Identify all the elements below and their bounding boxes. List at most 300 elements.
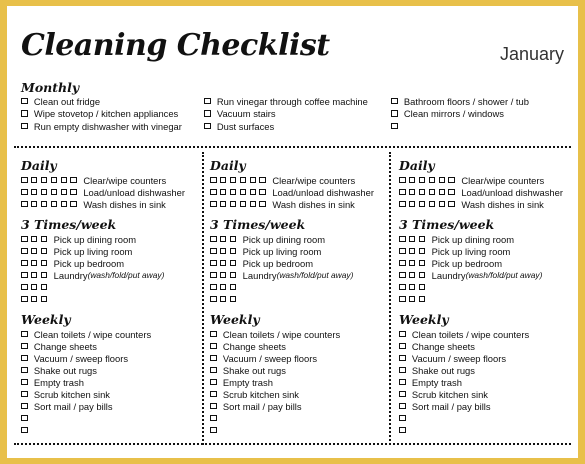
weekly-item (399, 424, 412, 436)
weekly-item (21, 376, 84, 388)
checkbox[interactable] (439, 189, 446, 196)
checkbox[interactable] (409, 248, 416, 255)
checkbox[interactable] (31, 272, 38, 279)
task-label: Shake out rugs (411, 364, 475, 376)
checkbox[interactable] (21, 331, 28, 338)
task-label: Wash dishes in sink (272, 198, 355, 210)
checkbox-group (399, 248, 429, 255)
weekly-item (210, 340, 286, 352)
checkbox[interactable] (61, 177, 68, 184)
checkbox[interactable] (21, 343, 28, 350)
checkbox[interactable] (259, 189, 266, 196)
three-times-heading: 3 Times/week (21, 217, 117, 232)
column-divider-1 (202, 152, 204, 445)
three-times-item (21, 281, 54, 293)
checkbox-group (399, 189, 458, 196)
checkbox-group (21, 123, 31, 130)
checkbox[interactable] (210, 427, 217, 434)
checkbox[interactable] (448, 177, 455, 184)
checkbox[interactable] (210, 403, 217, 410)
task-label: Pick up bedroom (242, 257, 314, 269)
checkbox[interactable] (409, 177, 416, 184)
checkbox-group (391, 98, 401, 105)
checkbox-group (210, 403, 220, 410)
checkbox-group (399, 379, 409, 386)
checkbox-group (210, 379, 220, 386)
checkbox[interactable] (210, 189, 217, 196)
weekly-item (21, 364, 97, 376)
checkbox-group (21, 236, 51, 243)
checkbox-group (21, 343, 31, 350)
checkbox[interactable] (21, 110, 28, 117)
checkbox-group (210, 201, 269, 208)
weekly-item (21, 328, 151, 340)
checkbox[interactable] (21, 177, 28, 184)
checkbox-group (21, 98, 31, 105)
checkbox-group (399, 355, 409, 362)
checkbox[interactable] (230, 177, 237, 184)
checkbox-group (399, 177, 458, 184)
checkbox[interactable] (230, 272, 237, 279)
checkbox[interactable] (21, 355, 28, 362)
checkbox[interactable] (399, 189, 406, 196)
checkbox[interactable] (419, 284, 426, 291)
checkbox[interactable] (51, 189, 58, 196)
checkbox[interactable] (399, 403, 406, 410)
task-label: Pick up living room (53, 245, 133, 257)
column-divider-2 (389, 152, 391, 445)
task-label: Vacuum / sweep floors (222, 352, 318, 364)
checkbox[interactable] (31, 284, 38, 291)
checkbox[interactable] (419, 189, 426, 196)
checkbox-group (399, 367, 409, 374)
checkbox[interactable] (399, 343, 406, 350)
task-label: Laundry (242, 269, 277, 281)
task-label: Vacuum / sweep floors (33, 352, 129, 364)
daily-heading: Daily (210, 158, 246, 173)
checkbox-group (21, 201, 80, 208)
checkbox[interactable] (210, 343, 217, 350)
checkbox[interactable] (51, 177, 58, 184)
monthly-item (21, 120, 182, 132)
task-label: Pick up living room (431, 245, 511, 257)
monthly-item (391, 108, 504, 120)
checkbox[interactable] (210, 367, 217, 374)
checkbox[interactable] (419, 260, 426, 267)
checkbox[interactable] (31, 177, 38, 184)
task-label: Pick up bedroom (431, 257, 503, 269)
checkbox[interactable] (230, 284, 237, 291)
three-times-item (399, 293, 432, 305)
checkbox[interactable] (220, 201, 227, 208)
checkbox[interactable] (41, 296, 48, 303)
weekly-item (21, 400, 113, 412)
monthly-item (391, 95, 529, 107)
checkbox[interactable] (409, 296, 416, 303)
checkbox[interactable] (419, 236, 426, 243)
monthly-item (204, 120, 274, 132)
laundry-note: (wash/fold/put away) (87, 270, 165, 280)
checkbox[interactable] (41, 248, 48, 255)
task-label: Dust surfaces (216, 120, 275, 132)
weekly-item (399, 364, 475, 376)
checkbox[interactable] (21, 201, 28, 208)
task-label: Shake out rugs (33, 364, 97, 376)
checkbox[interactable] (220, 248, 227, 255)
three-times-heading: 3 Times/week (399, 217, 495, 232)
checkbox[interactable] (51, 201, 58, 208)
task-label: Pick up bedroom (53, 257, 125, 269)
checkbox-group (399, 236, 429, 243)
checkbox[interactable] (419, 201, 426, 208)
checkbox[interactable] (419, 296, 426, 303)
checkbox[interactable] (399, 427, 406, 434)
task-label: Run vinegar through coffee machine (216, 95, 368, 107)
task-label: Sort mail / pay bills (411, 400, 491, 412)
checkbox[interactable] (41, 260, 48, 267)
checkbox[interactable] (419, 177, 426, 184)
checkbox[interactable] (399, 272, 406, 279)
three-times-item (399, 281, 432, 293)
weekly-item (399, 352, 506, 364)
task-label: Scrub kitchen sink (33, 388, 110, 400)
monthly-item (391, 120, 404, 132)
checkbox[interactable] (204, 123, 211, 130)
checkbox[interactable] (399, 260, 406, 267)
task-label: Clean out fridge (33, 95, 101, 107)
checkbox[interactable] (399, 331, 406, 338)
checkbox[interactable] (439, 177, 446, 184)
checkbox[interactable] (399, 355, 406, 362)
checkbox-group (21, 403, 31, 410)
daily-item (210, 198, 355, 210)
checkbox[interactable] (21, 427, 28, 434)
laundry-note: (wash/fold/put away) (276, 270, 354, 280)
checkbox[interactable] (259, 201, 266, 208)
checkbox[interactable] (21, 123, 28, 130)
task-label: Scrub kitchen sink (411, 388, 488, 400)
checkbox[interactable] (41, 272, 48, 279)
checkbox[interactable] (70, 189, 77, 196)
task-label: Clean toilets / wipe counters (222, 328, 341, 340)
weekly-item (210, 376, 273, 388)
checkbox[interactable] (210, 355, 217, 362)
checkbox[interactable] (399, 201, 406, 208)
checkbox[interactable] (391, 98, 398, 105)
checkbox[interactable] (220, 177, 227, 184)
checkbox[interactable] (41, 284, 48, 291)
task-label: Wash dishes in sink (461, 198, 544, 210)
checkbox[interactable] (21, 415, 28, 422)
three-times-item (21, 233, 136, 245)
task-label: Change sheets (222, 340, 286, 352)
task-label: Change sheets (411, 340, 475, 352)
checkbox-group (210, 284, 240, 291)
checkbox-group (399, 403, 409, 410)
checkbox[interactable] (21, 98, 28, 105)
checkbox[interactable] (210, 331, 217, 338)
checkbox[interactable] (259, 177, 266, 184)
checkbox-group (210, 248, 240, 255)
checkbox[interactable] (70, 177, 77, 184)
checkbox-group (21, 177, 80, 184)
checkbox[interactable] (409, 189, 416, 196)
checkbox-group (21, 415, 31, 422)
weekly-item (21, 352, 128, 364)
checkbox[interactable] (399, 284, 406, 291)
checkbox-group (210, 177, 269, 184)
checkbox-group (210, 189, 269, 196)
monthly-item (204, 95, 368, 107)
task-label: Clear/wipe counters (83, 174, 167, 186)
checkbox-group (399, 331, 409, 338)
checkbox[interactable] (391, 123, 398, 130)
checkbox[interactable] (210, 284, 217, 291)
three-times-item (210, 281, 243, 293)
checkbox[interactable] (61, 189, 68, 196)
checkbox[interactable] (210, 379, 217, 386)
checkbox[interactable] (230, 248, 237, 255)
checkbox[interactable] (210, 236, 217, 243)
three-times-item (210, 269, 353, 281)
weekly-item (210, 388, 299, 400)
checkbox[interactable] (21, 248, 28, 255)
checkbox[interactable] (21, 391, 28, 398)
checkbox[interactable] (230, 260, 237, 267)
checkbox-group (21, 296, 51, 303)
checkbox-group (210, 367, 220, 374)
task-label: Shake out rugs (222, 364, 286, 376)
task-label: Clean toilets / wipe counters (33, 328, 152, 340)
checkbox[interactable] (31, 201, 38, 208)
checkbox[interactable] (399, 248, 406, 255)
monthly-item (204, 108, 276, 120)
daily-item (399, 186, 563, 198)
checkbox-group (210, 236, 240, 243)
checkbox[interactable] (210, 177, 217, 184)
checkbox[interactable] (240, 189, 247, 196)
checkbox[interactable] (210, 296, 217, 303)
checkbox[interactable] (31, 296, 38, 303)
checkbox[interactable] (240, 177, 247, 184)
checkbox[interactable] (31, 260, 38, 267)
checkbox-group (210, 391, 220, 398)
task-label: Laundry (431, 269, 466, 281)
checkbox[interactable] (21, 236, 28, 243)
daily-item (399, 198, 544, 210)
checkbox[interactable] (399, 296, 406, 303)
monthly-item (21, 108, 178, 120)
daily-item (399, 174, 544, 186)
task-label: Empty trash (33, 376, 84, 388)
three-times-item (210, 245, 321, 257)
weekly-heading: Weekly (399, 312, 449, 327)
daily-item (21, 186, 185, 198)
checkbox[interactable] (230, 189, 237, 196)
checkbox[interactable] (391, 110, 398, 117)
checkbox[interactable] (399, 379, 406, 386)
weekly-item (21, 424, 34, 436)
checkbox-group (21, 260, 51, 267)
task-label: Clean toilets / wipe counters (411, 328, 530, 340)
checkbox-group (399, 343, 409, 350)
checkbox[interactable] (21, 272, 28, 279)
checkbox[interactable] (399, 236, 406, 243)
checkbox[interactable] (220, 272, 227, 279)
checkbox-group (399, 272, 429, 279)
checkbox[interactable] (439, 201, 446, 208)
weekly-item (210, 328, 340, 340)
checkbox[interactable] (250, 201, 257, 208)
weekly-item (21, 388, 110, 400)
checkbox-group (21, 427, 31, 434)
checkbox[interactable] (41, 189, 48, 196)
checkbox-group (210, 331, 220, 338)
checkbox[interactable] (41, 177, 48, 184)
task-label: Sort mail / pay bills (222, 400, 302, 412)
checkbox[interactable] (220, 236, 227, 243)
checkbox[interactable] (21, 367, 28, 374)
checkbox-group (21, 272, 51, 279)
checkbox-group (21, 355, 31, 362)
checkbox[interactable] (409, 284, 416, 291)
checkbox[interactable] (409, 260, 416, 267)
checkbox[interactable] (31, 189, 38, 196)
checkbox-group (21, 110, 31, 117)
three-times-item (21, 257, 124, 269)
checkbox[interactable] (399, 367, 406, 374)
checkbox[interactable] (220, 284, 227, 291)
checkbox[interactable] (220, 260, 227, 267)
checkbox[interactable] (21, 260, 28, 267)
task-label: Sort mail / pay bills (33, 400, 113, 412)
checkbox-group (399, 296, 429, 303)
three-times-heading: 3 Times/week (210, 217, 306, 232)
checkbox[interactable] (31, 248, 38, 255)
weekly-item (399, 400, 491, 412)
laundry-note: (wash/fold/put away) (465, 270, 543, 280)
checkbox[interactable] (419, 248, 426, 255)
checkbox-group (399, 260, 429, 267)
weekly-item (210, 352, 317, 364)
checkbox[interactable] (230, 236, 237, 243)
checkbox-group (210, 343, 220, 350)
monthly-heading: Monthly (21, 80, 80, 95)
checkbox[interactable] (210, 415, 217, 422)
daily-heading: Daily (21, 158, 57, 173)
task-label: Clear/wipe counters (461, 174, 545, 186)
checkbox[interactable] (210, 391, 217, 398)
checkbox[interactable] (210, 201, 217, 208)
task-label: Wash dishes in sink (83, 198, 166, 210)
checkbox-group (391, 123, 401, 130)
checkbox[interactable] (204, 110, 211, 117)
daily-item (210, 186, 374, 198)
checkbox-group (204, 110, 214, 117)
checkbox-group (21, 189, 80, 196)
checkbox[interactable] (210, 248, 217, 255)
checkbox[interactable] (41, 236, 48, 243)
task-label: Pick up dining room (242, 233, 326, 245)
task-label: Clean mirrors / windows (403, 108, 504, 120)
three-times-item (21, 245, 132, 257)
checkbox[interactable] (230, 296, 237, 303)
task-label: Vacuum stairs (216, 108, 276, 120)
task-label: Empty trash (222, 376, 273, 388)
task-label: Bathroom floors / shower / tub (403, 95, 529, 107)
checkbox[interactable] (250, 189, 257, 196)
checkbox[interactable] (21, 189, 28, 196)
page-title: Cleaning Checklist (21, 28, 330, 63)
task-label: Change sheets (33, 340, 97, 352)
checkbox[interactable] (448, 201, 455, 208)
checkbox-group (210, 272, 240, 279)
three-times-item (399, 257, 502, 269)
checkbox[interactable] (220, 296, 227, 303)
task-label: Pick up living room (242, 245, 322, 257)
checkbox[interactable] (230, 201, 237, 208)
checkbox[interactable] (21, 296, 28, 303)
checkbox[interactable] (448, 189, 455, 196)
checkbox-group (391, 110, 401, 117)
checkbox[interactable] (21, 284, 28, 291)
checkbox[interactable] (210, 260, 217, 267)
checkbox-group (210, 427, 220, 434)
checkbox[interactable] (409, 201, 416, 208)
checkbox[interactable] (204, 98, 211, 105)
checkbox-group (21, 284, 51, 291)
checkbox[interactable] (61, 201, 68, 208)
task-label: Load/unload dishwasher (272, 186, 374, 198)
checkbox[interactable] (21, 379, 28, 386)
three-times-item (210, 233, 325, 245)
checkbox-group (399, 415, 409, 422)
checkbox[interactable] (70, 201, 77, 208)
checkbox[interactable] (409, 272, 416, 279)
checkbox[interactable] (220, 189, 227, 196)
checkbox[interactable] (409, 236, 416, 243)
daily-item (210, 174, 355, 186)
checkbox-group (399, 284, 429, 291)
checkbox[interactable] (210, 272, 217, 279)
weekly-item (210, 412, 223, 424)
checkbox[interactable] (399, 177, 406, 184)
checkbox[interactable] (240, 201, 247, 208)
checkbox[interactable] (31, 236, 38, 243)
three-times-item (210, 257, 313, 269)
checkbox[interactable] (250, 177, 257, 184)
three-times-item (210, 293, 243, 305)
checkbox[interactable] (41, 201, 48, 208)
checkbox[interactable] (429, 177, 436, 184)
checkbox[interactable] (429, 201, 436, 208)
bottom-divider (14, 443, 571, 445)
checkbox-group (399, 201, 458, 208)
checkbox[interactable] (399, 391, 406, 398)
three-times-item (399, 245, 510, 257)
checkbox[interactable] (399, 415, 406, 422)
checkbox[interactable] (419, 272, 426, 279)
checkbox-group (21, 391, 31, 398)
three-times-item (399, 233, 514, 245)
checkbox[interactable] (21, 403, 28, 410)
task-label: Empty trash (411, 376, 462, 388)
weekly-heading: Weekly (21, 312, 71, 327)
weekly-item (210, 364, 286, 376)
monthly-item (21, 95, 100, 107)
checkbox[interactable] (429, 189, 436, 196)
task-label: Run empty dishwasher with vinegar (33, 120, 182, 132)
